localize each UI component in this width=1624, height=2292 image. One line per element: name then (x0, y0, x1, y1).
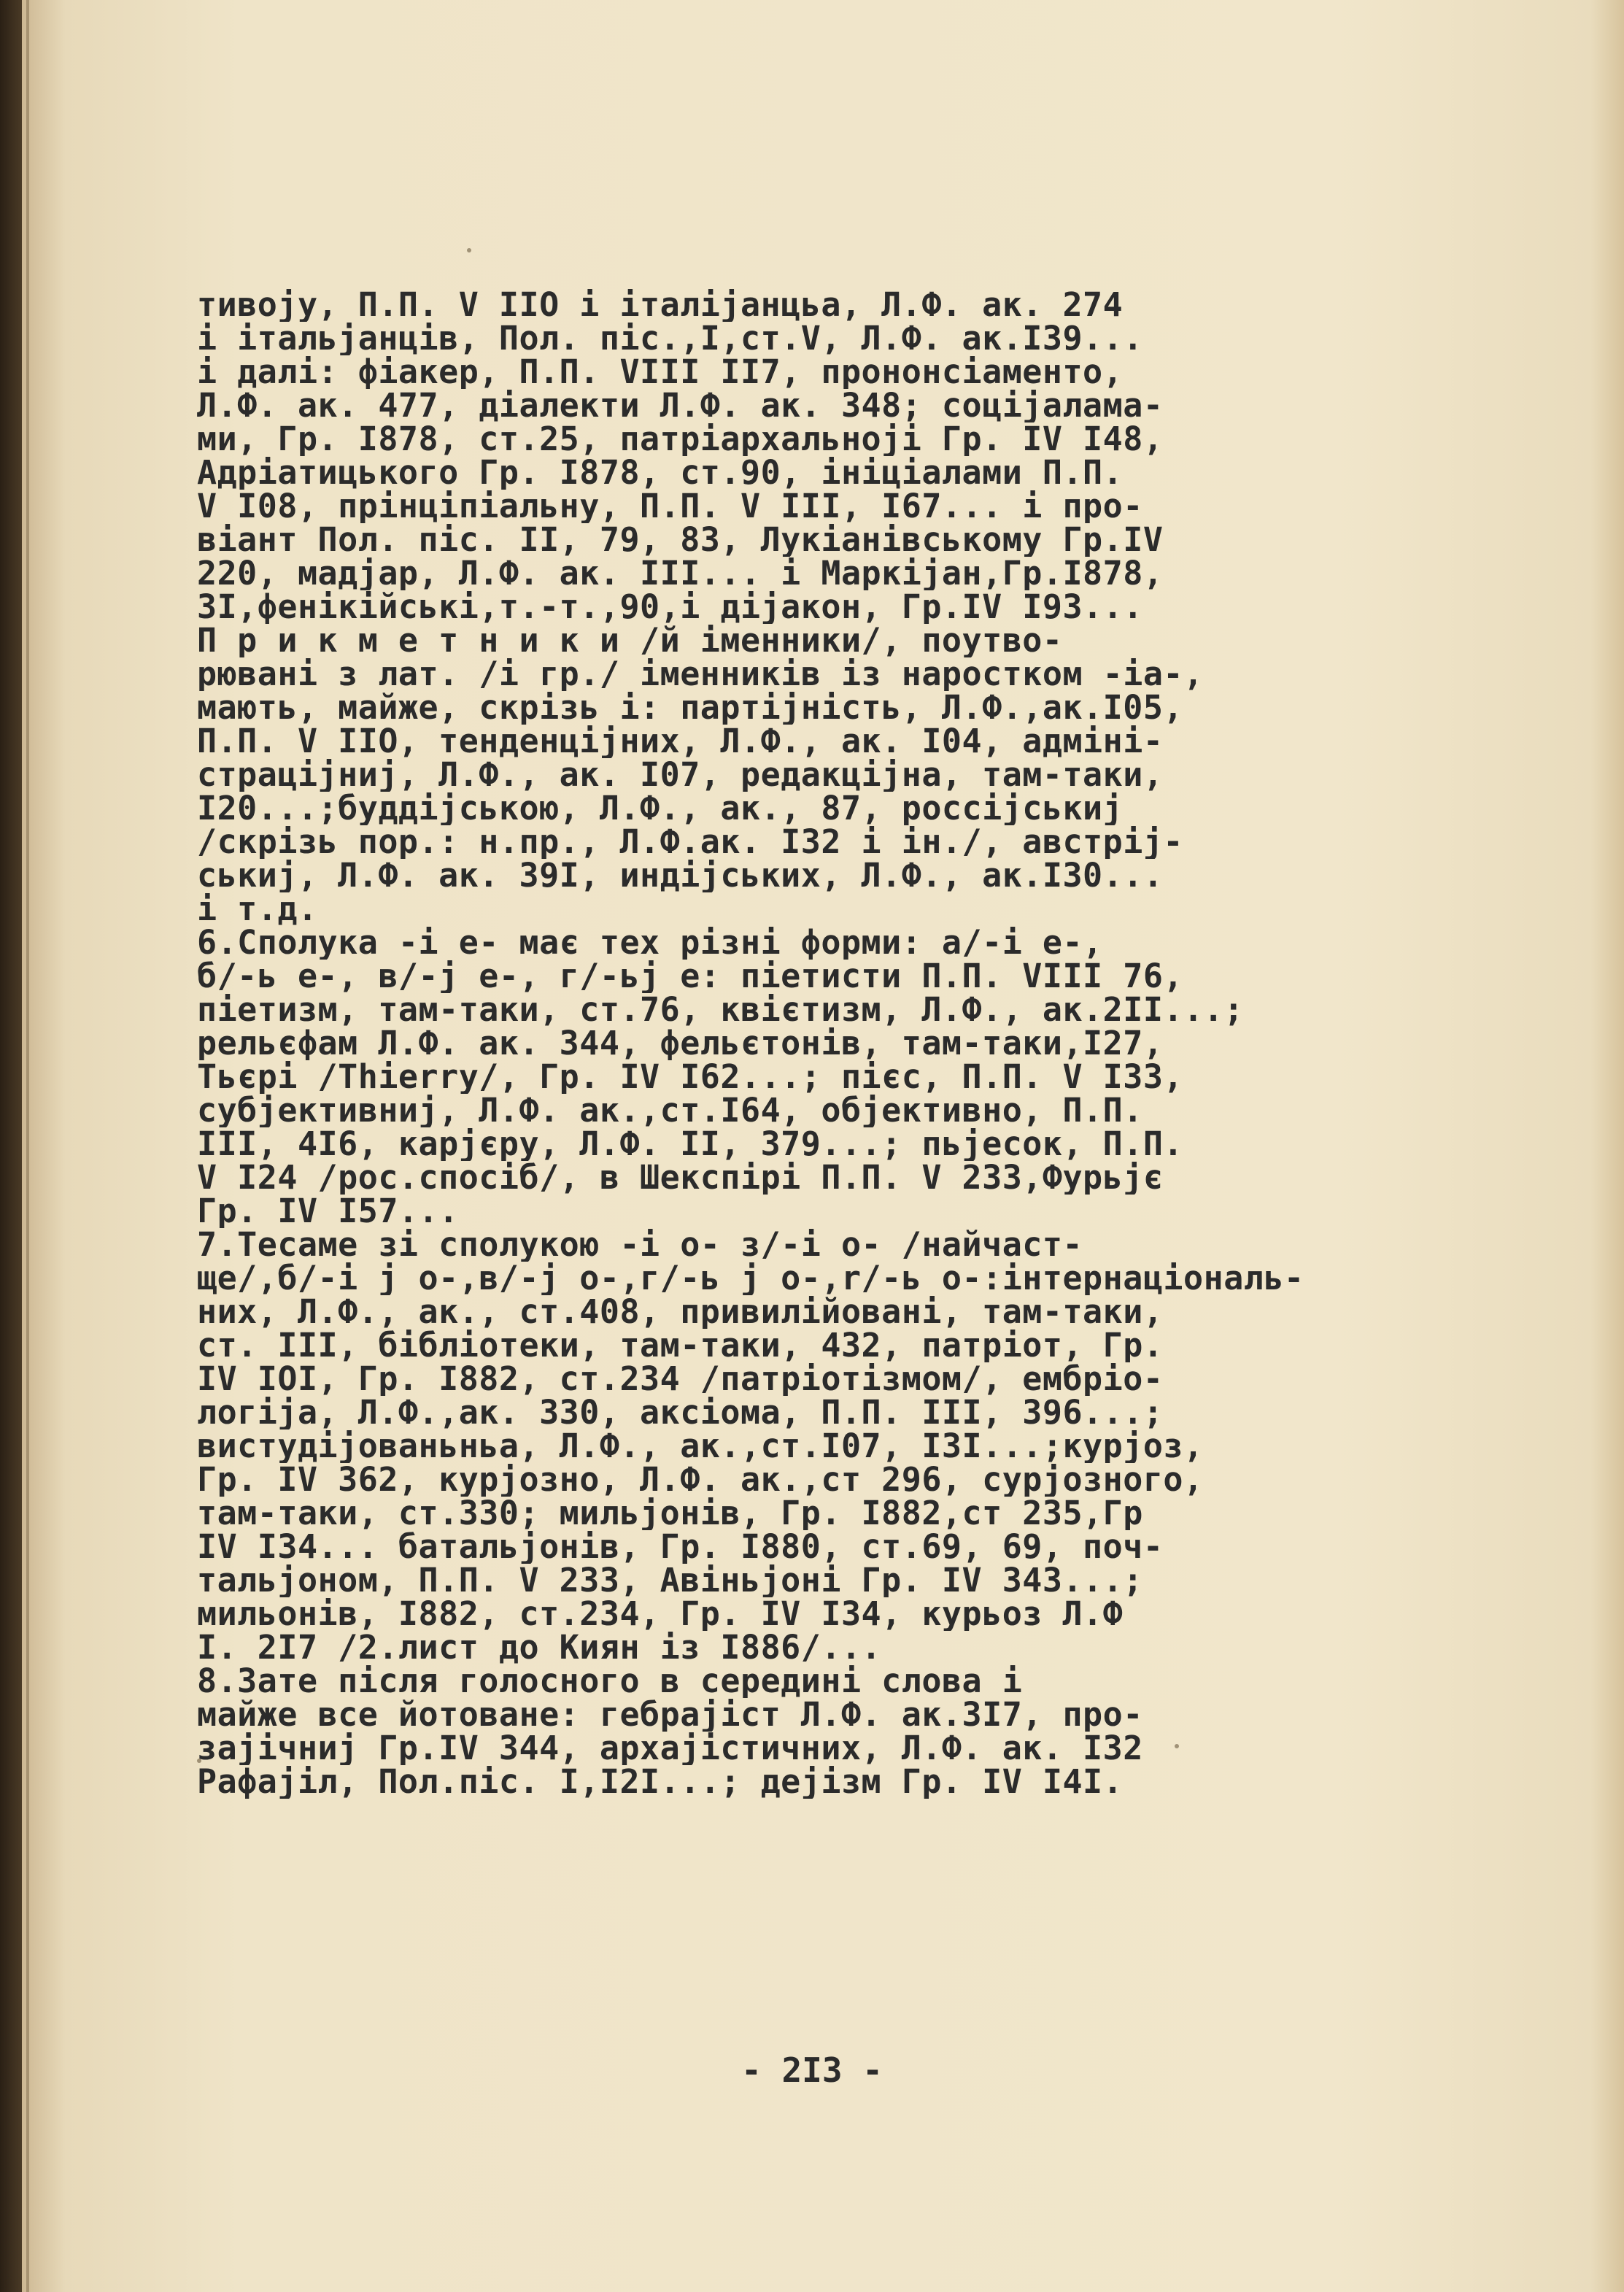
page-number: - 2I3 - (741, 2050, 883, 2090)
text-line: IV IOI, Гр. I882, ст.234 /патріотізмом/, ембріо- (197, 1362, 1164, 1396)
text-line: Рафаjіл, Пол.піс. I,I2I...; деjізм Гр. IV I4I. (197, 1765, 1124, 1799)
text-line: I20...;буддіjською, Л.Ф., ак., 87, россіjськиj (197, 792, 1124, 825)
text-line: Адріатицького Гр. I878, ст.90, ініціалами П.П. (197, 456, 1124, 490)
text-line: П р и к м е т н и к и /й іменники/, поутво- (197, 624, 1063, 657)
text-line: Тьєрі /Thierry/, Гр. IV I62...; пієс, П.П. V I33, (197, 1060, 1184, 1094)
text-line: вистудіjованьньа, Л.Ф., ак.,ст.I07, I3I...;курjоз, (197, 1429, 1204, 1463)
text-line: /скрізь пор.: н.пр., Л.Ф.ак. I32 і ін./, австріj- (197, 825, 1184, 859)
text-line: майже все йотоване: гебраjіст Л.Ф. ак.3I7, про- (197, 1698, 1143, 1732)
text-line: там-таки, ст.330; мильjонів, Гр. I882,ст 235,Гр (197, 1497, 1143, 1530)
text-line: Гр. IV I57... (197, 1195, 459, 1228)
text-line: них, Л.Ф., ак., ст.408, привилійовані, там-таки, (197, 1295, 1164, 1329)
text-line: V I24 /рос.спосіб/, в Шекспірі П.П. V 233,Фурьjє (197, 1161, 1164, 1195)
text-line: Л.Ф. ак. 477, діалекти Л.Ф. ак. 348; соціjалама- (197, 389, 1164, 422)
text-line: ми, Гр. I878, ст.25, патріархальноjі Гр. IV I48, (197, 422, 1164, 456)
text-line: і т.д. (197, 892, 318, 926)
text-line: 7.Тесаме зі сполукою -і о- з/-і о- /найчаст- (197, 1228, 1083, 1262)
text-line: 8.Зате після голосного в середині слова і (197, 1664, 1023, 1698)
typewritten-text-block (197, 288, 1437, 1799)
text-line: мильонів, I882, ст.234, Гр. IV I34, курьоз Л.Ф (197, 1597, 1124, 1631)
text-line: логіjа, Л.Ф.,ак. 330, аксіома, П.П. III, 396...; (197, 1396, 1164, 1429)
text-line: віант Пол. піс. II, 79, 83, Лукіанівському Гр.IV (197, 523, 1164, 557)
text-line: тальjоном, П.П. V 233, Авіньjоні Гр. IV 343...; (197, 1564, 1143, 1597)
text-line: рельєфам Л.Ф. ак. 344, фельєтонів, там-таки,I27, (197, 1027, 1164, 1060)
text-line: рювані з лат. /і гр./ іменників із наростком -іа-, (197, 657, 1204, 691)
text-line: піетизм, там-таки, ст.76, квієтизм, Л.Ф., ак.2II...; (197, 993, 1244, 1027)
text-line: мають, майже, скрізь і: партіjність, Л.Ф.,ак.I05, (197, 691, 1184, 725)
text-line: 6.Сполука -і е- має тех різні форми: а/-і е-, (197, 926, 1103, 960)
text-line: П.П. V IIO, тенденціjних, Л.Ф., ак. I04, адміні- (197, 725, 1164, 758)
text-line: субjективниj, Л.Ф. ак.,ст.I64, обjективно, П.П. (197, 1094, 1143, 1127)
text-line: Гр. IV 362, курjозно, Л.Ф. ак.,ст 296, сурjозного, (197, 1463, 1204, 1497)
text-line: ще/,б/-і j о-,в/-j о-,г/-ь j о-,r/-ь о-:інтернаціональ- (197, 1262, 1304, 1295)
text-line: заjічниj Гр.IV 344, архаjістичних, Л.Ф. ак. I32 (197, 1732, 1143, 1765)
text-line: тивоjу, П.П. V IIO і італіjанцьа, Л.Ф. ак. 274 (197, 288, 1124, 322)
text-line: і далі: фіакер, П.П. VIII II7, прононсіаменто, (197, 355, 1124, 389)
page-fold (26, 0, 29, 2292)
text-line: IV I34... батальjонів, Гр. I880, ст.69, 69, поч- (197, 1530, 1164, 1564)
text-line: і італьjанців, Пол. піс.,I,ст.V, Л.Ф. ак.I39... (197, 322, 1143, 355)
text-line: б/-ь е-, в/-j е-, г/-ьj е: піетисти П.П. VIII 76, (197, 960, 1184, 993)
text-line: III, 4I6, карjєру, Л.Ф. II, 379...; пьjесок, П.П. (197, 1127, 1184, 1161)
text-line: 3I,фенікійські,т.-т.,90,і діjакон, Гр.IV I93... (197, 590, 1143, 624)
text-line: страціjниj, Л.Ф., ак. I07, редакціjна, там-таки, (197, 758, 1164, 792)
book-binding (0, 0, 22, 2292)
text-line: 220, мадjар, Л.Ф. ак. III... і Маркіjан,Гр.I878, (197, 557, 1164, 590)
text-line: ст. III, бібліотеки, там-таки, 432, патріот, Гр. (197, 1329, 1164, 1362)
paper-speck (467, 248, 471, 252)
text-line: I. 2I7 /2.лист до Киян із I886/... (197, 1631, 882, 1664)
text-line: V I08, прінціпіальну, П.П. V III, I67... і про- (197, 490, 1143, 523)
text-line: ськиj, Л.Ф. ак. 39I, индіjських, Л.Ф., ак.I30... (197, 859, 1164, 892)
